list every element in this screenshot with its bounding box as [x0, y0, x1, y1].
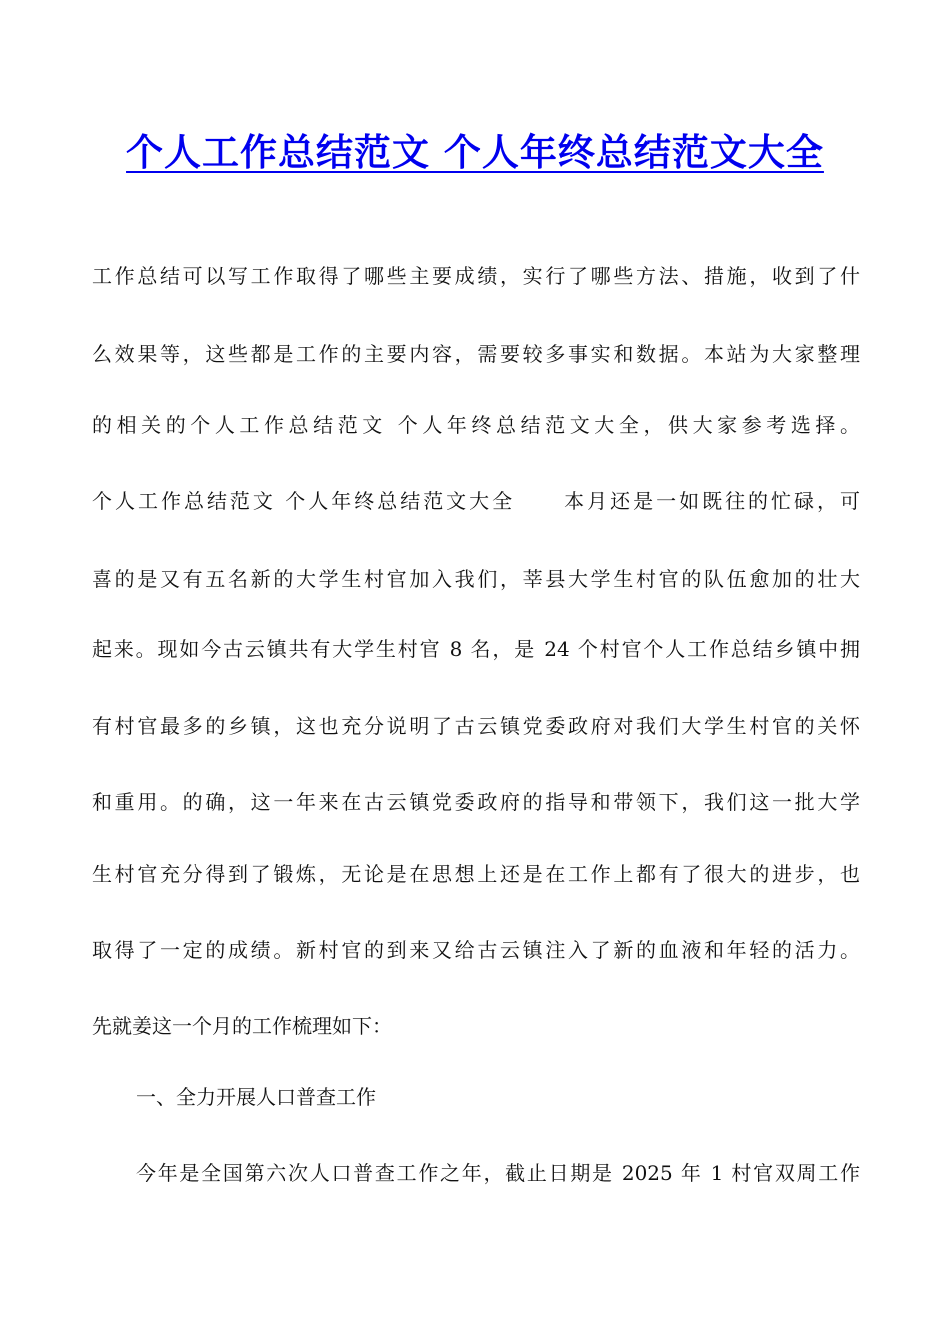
paragraph-line: 先就姜这一个月的工作梳理如下：: [92, 1014, 392, 1038]
paragraph-line: 工作总结可以写工作取得了哪些主要成绩，实行了哪些方法、措施，收到了什: [92, 264, 860, 288]
paragraph-line: 取得了一定的成绩。新村官的到来又给古云镇注入了新的血液和年轻的活力。: [92, 938, 860, 962]
paragraph-line: 么效果等，这些都是工作的主要内容，需要较多事实和数据。本站为大家整理: [92, 342, 860, 366]
page-title-link[interactable]: 个人工作总结范文 个人年终总结范文大全: [126, 131, 824, 174]
paragraph-line: 的相关的个人工作总结范文 个人年终总结范文大全，供大家参考选择。: [92, 413, 860, 437]
section-heading-inline: 个人工作总结范文 个人年终总结范文大全: [92, 489, 516, 513]
paragraph-line: 起来。现如今古云镇共有大学生村官 8 名，是 24 个村官个人工作总结乡镇中拥: [92, 637, 860, 661]
section-heading: 一、全力开展人口普查工作: [136, 1085, 376, 1109]
paragraph-line: 今年是全国第六次人口普查工作之年，截止日期是 2025 年 1 村官双周工作: [136, 1161, 860, 1185]
paragraph-line: 喜的是又有五名新的大学生村官加入我们，莘县大学生村官的队伍愈加的壮大: [92, 567, 860, 591]
paragraph-line: [92, 487, 860, 515]
paragraph-line: 和重用。的确，这一年来在古云镇党委政府的指导和带领下，我们这一批大学: [92, 790, 860, 814]
paragraph-line: 有村官最多的乡镇，这也充分说明了古云镇党委政府对我们大学生村官的关怀: [92, 714, 860, 738]
paragraph-line: 生村官充分得到了锻炼，无论是在思想上还是在工作上都有了很大的进步，也: [92, 862, 860, 886]
paragraph-text: 本月还是一如既往的忙碌，可: [561, 489, 860, 513]
title-container: [0, 122, 950, 176]
